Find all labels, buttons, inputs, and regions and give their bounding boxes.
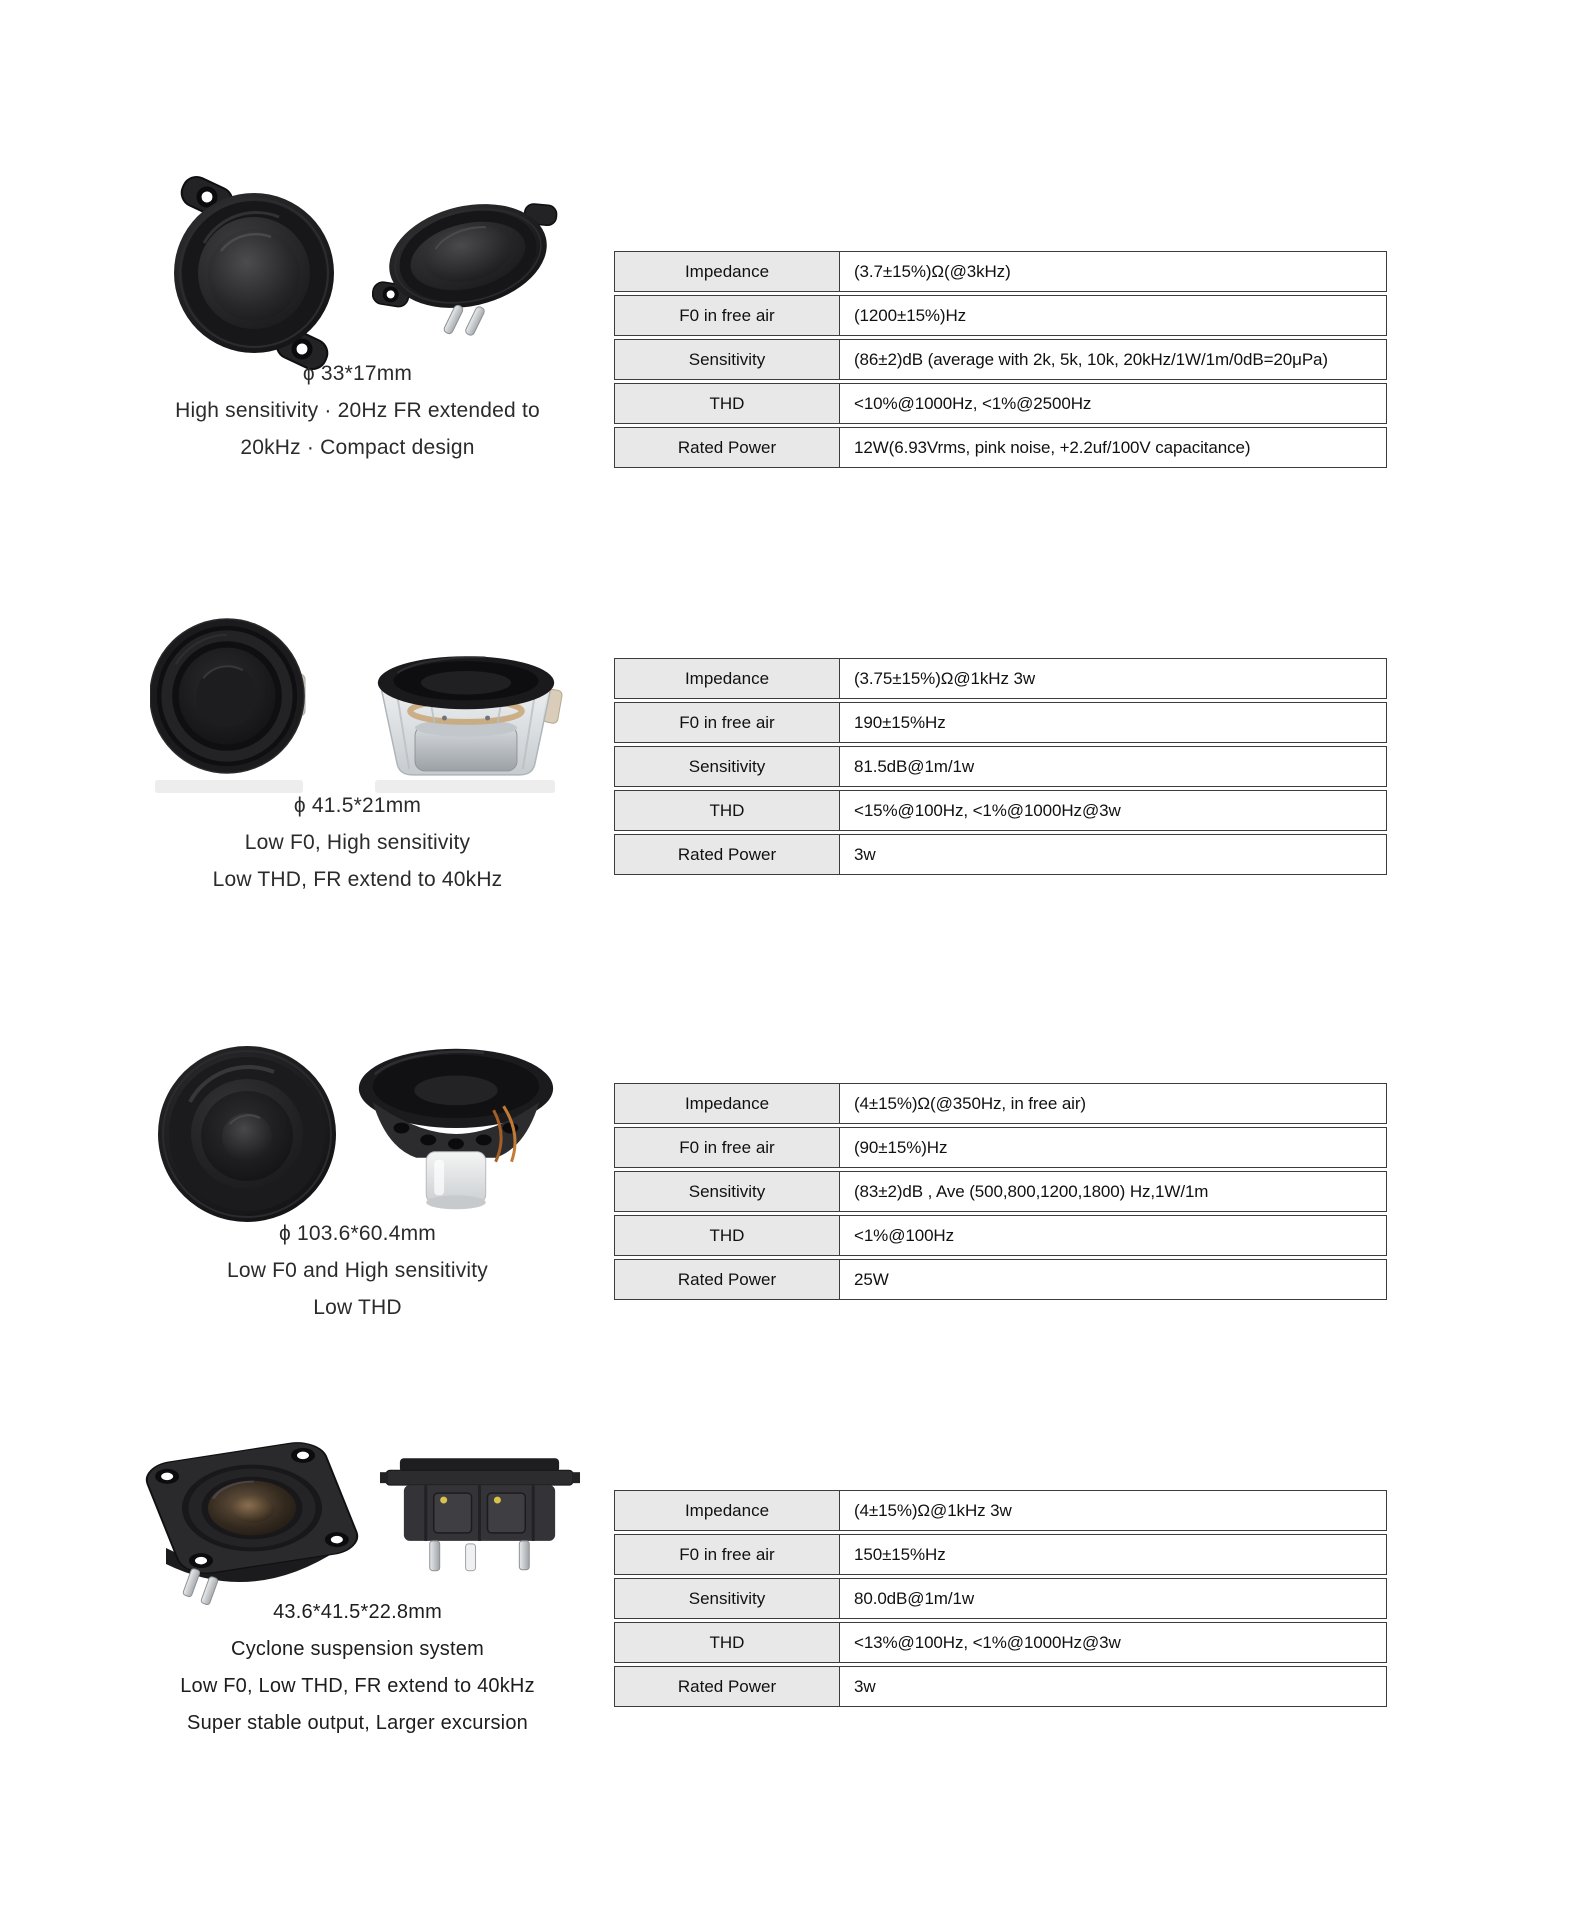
spec-row (614, 746, 1387, 787)
spec-value-cell: 80.0dB@1m/1w (840, 1578, 1387, 1619)
spec-row (614, 251, 1387, 292)
spec-label-cell: F0 in free air (614, 1534, 840, 1575)
spec-value-cell: (4±15%)Ω@1kHz 3w (840, 1490, 1387, 1531)
spec-label-cell: Rated Power (614, 427, 840, 468)
spec-row (614, 1534, 1387, 1575)
product2-caption (70, 787, 645, 898)
spec-value-cell: 150±15%Hz (840, 1534, 1387, 1575)
spec-label-cell: Sensitivity (614, 1578, 840, 1619)
product4-description-line3: Super stable output, Larger excursion (187, 1712, 528, 1734)
product4-description-line1: Cyclone suspension system (231, 1638, 484, 1660)
spec-row (614, 295, 1387, 336)
product3-description-line2: Low THD (313, 1296, 402, 1319)
spec-row (614, 1578, 1387, 1619)
spec-value-cell: (1200±15%)Hz (840, 295, 1387, 336)
spec-value-cell: <10%@1000Hz, <1%@2500Hz (840, 383, 1387, 424)
spec-value-cell: (3.7±15%)Ω(@3kHz) (840, 251, 1387, 292)
spec-label-cell: F0 in free air (614, 1127, 840, 1168)
spec-row (614, 702, 1387, 743)
product2-dimension: ϕ 41.5*21mm (293, 794, 422, 817)
spec-row (614, 383, 1387, 424)
spec-row (614, 427, 1387, 468)
product1-description-line1: High sensitivity · 20Hz FR extended to (175, 399, 540, 422)
product3-dimension: ϕ 103.6*60.4mm (279, 1222, 436, 1245)
spec-value-cell: <13%@100Hz, <1%@1000Hz@3w (840, 1622, 1387, 1663)
spec-label-cell: F0 in free air (614, 295, 840, 336)
spec-label-cell: Rated Power (614, 1666, 840, 1707)
spec-label-cell: THD (614, 790, 840, 831)
spec-row (614, 834, 1387, 875)
product3-front-image (152, 1040, 342, 1228)
product1-dimension: ϕ 33*17mm (302, 362, 413, 385)
spec-value-cell: (3.75±15%)Ω@1kHz 3w (840, 658, 1387, 699)
spec-label-cell: Impedance (614, 658, 840, 699)
spec-value-cell: 3w (840, 834, 1387, 875)
spec-label-cell: Rated Power (614, 1259, 840, 1300)
product4-side-image (378, 1438, 582, 1584)
spec-row (614, 658, 1387, 699)
spec-row (614, 790, 1387, 831)
spec-label-cell: Sensitivity (614, 339, 840, 380)
product2-spec-table (614, 658, 1387, 878)
spec-value-cell: 25W (840, 1259, 1387, 1300)
product2-description-line2: Low THD, FR extend to 40kHz (212, 868, 503, 891)
product3-description-line1: Low F0 and High sensitivity (226, 1259, 489, 1282)
spec-label-cell: Sensitivity (614, 1171, 840, 1212)
spec-row (614, 1171, 1387, 1212)
product3-caption (70, 1215, 645, 1326)
spec-row (614, 1666, 1387, 1707)
product3-spec-table (614, 1083, 1387, 1303)
spec-label-cell: THD (614, 1622, 840, 1663)
product1-description-line2: 20kHz · Compact design (240, 436, 475, 459)
product2-side-image (368, 645, 564, 793)
product2-description-line1: Low F0, High sensitivity (244, 831, 471, 854)
product1-side-image (372, 192, 562, 342)
product4-front-image (140, 1420, 366, 1610)
spec-value-cell: 12W(6.93Vrms, pink noise, +2.2uf/100V capacitance) (840, 427, 1387, 468)
spec-row (614, 1622, 1387, 1663)
spec-row (614, 1259, 1387, 1300)
spec-label-cell: Impedance (614, 1083, 840, 1124)
spec-row (614, 1215, 1387, 1256)
spec-row (614, 1083, 1387, 1124)
spec-value-cell: <15%@100Hz, <1%@1000Hz@3w (840, 790, 1387, 831)
tilted-speaker-icon (372, 192, 562, 342)
product4-description-line2: Low F0, Low THD, FR extend to 40kHz (180, 1675, 535, 1697)
spec-label-cell: Impedance (614, 1490, 840, 1531)
spec-label-cell: Impedance (614, 251, 840, 292)
product2-front-image (150, 616, 308, 776)
spec-value-cell: <1%@100Hz (840, 1215, 1387, 1256)
woofer-front-icon (152, 1040, 342, 1228)
spec-label-cell: Rated Power (614, 834, 840, 875)
spec-label-cell: F0 in free air (614, 702, 840, 743)
spec-row (614, 1490, 1387, 1531)
product4-caption (70, 1594, 645, 1742)
spec-row (614, 339, 1387, 380)
spec-label-cell: THD (614, 383, 840, 424)
spec-value-cell: (86±2)dB (average with 2k, 5k, 10k, 20kHz/1W/1m/0dB=20μPa) (840, 339, 1387, 380)
spec-value-cell: (4±15%)Ω(@350Hz, in free air) (840, 1083, 1387, 1124)
spec-row (614, 1127, 1387, 1168)
spec-value-cell: 81.5dB@1m/1w (840, 746, 1387, 787)
product4-spec-table (614, 1490, 1387, 1710)
product3-side-image (345, 1040, 563, 1220)
woofer-underside-icon (345, 1040, 563, 1220)
spec-value-cell: (83±2)dB , Ave (500,800,1200,1800) Hz,1W/1m (840, 1171, 1387, 1212)
small-round-speaker-icon (148, 165, 360, 380)
product4-dimension: 43.6*41.5*22.8mm (273, 1601, 442, 1623)
spec-value-cell: 3w (840, 1666, 1387, 1707)
square-speaker-side-icon (378, 1438, 582, 1584)
spec-value-cell: (90±15%)Hz (840, 1127, 1387, 1168)
product1-caption (70, 355, 645, 466)
transparent-speaker-side-icon (368, 645, 564, 793)
spec-value-cell: 190±15%Hz (840, 702, 1387, 743)
product1-spec-table (614, 251, 1387, 471)
square-speaker-angled-icon (140, 1420, 366, 1610)
spec-label-cell: THD (614, 1215, 840, 1256)
product1-front-image (148, 165, 360, 380)
spec-label-cell: Sensitivity (614, 746, 840, 787)
round-speaker-front-icon (150, 616, 308, 776)
